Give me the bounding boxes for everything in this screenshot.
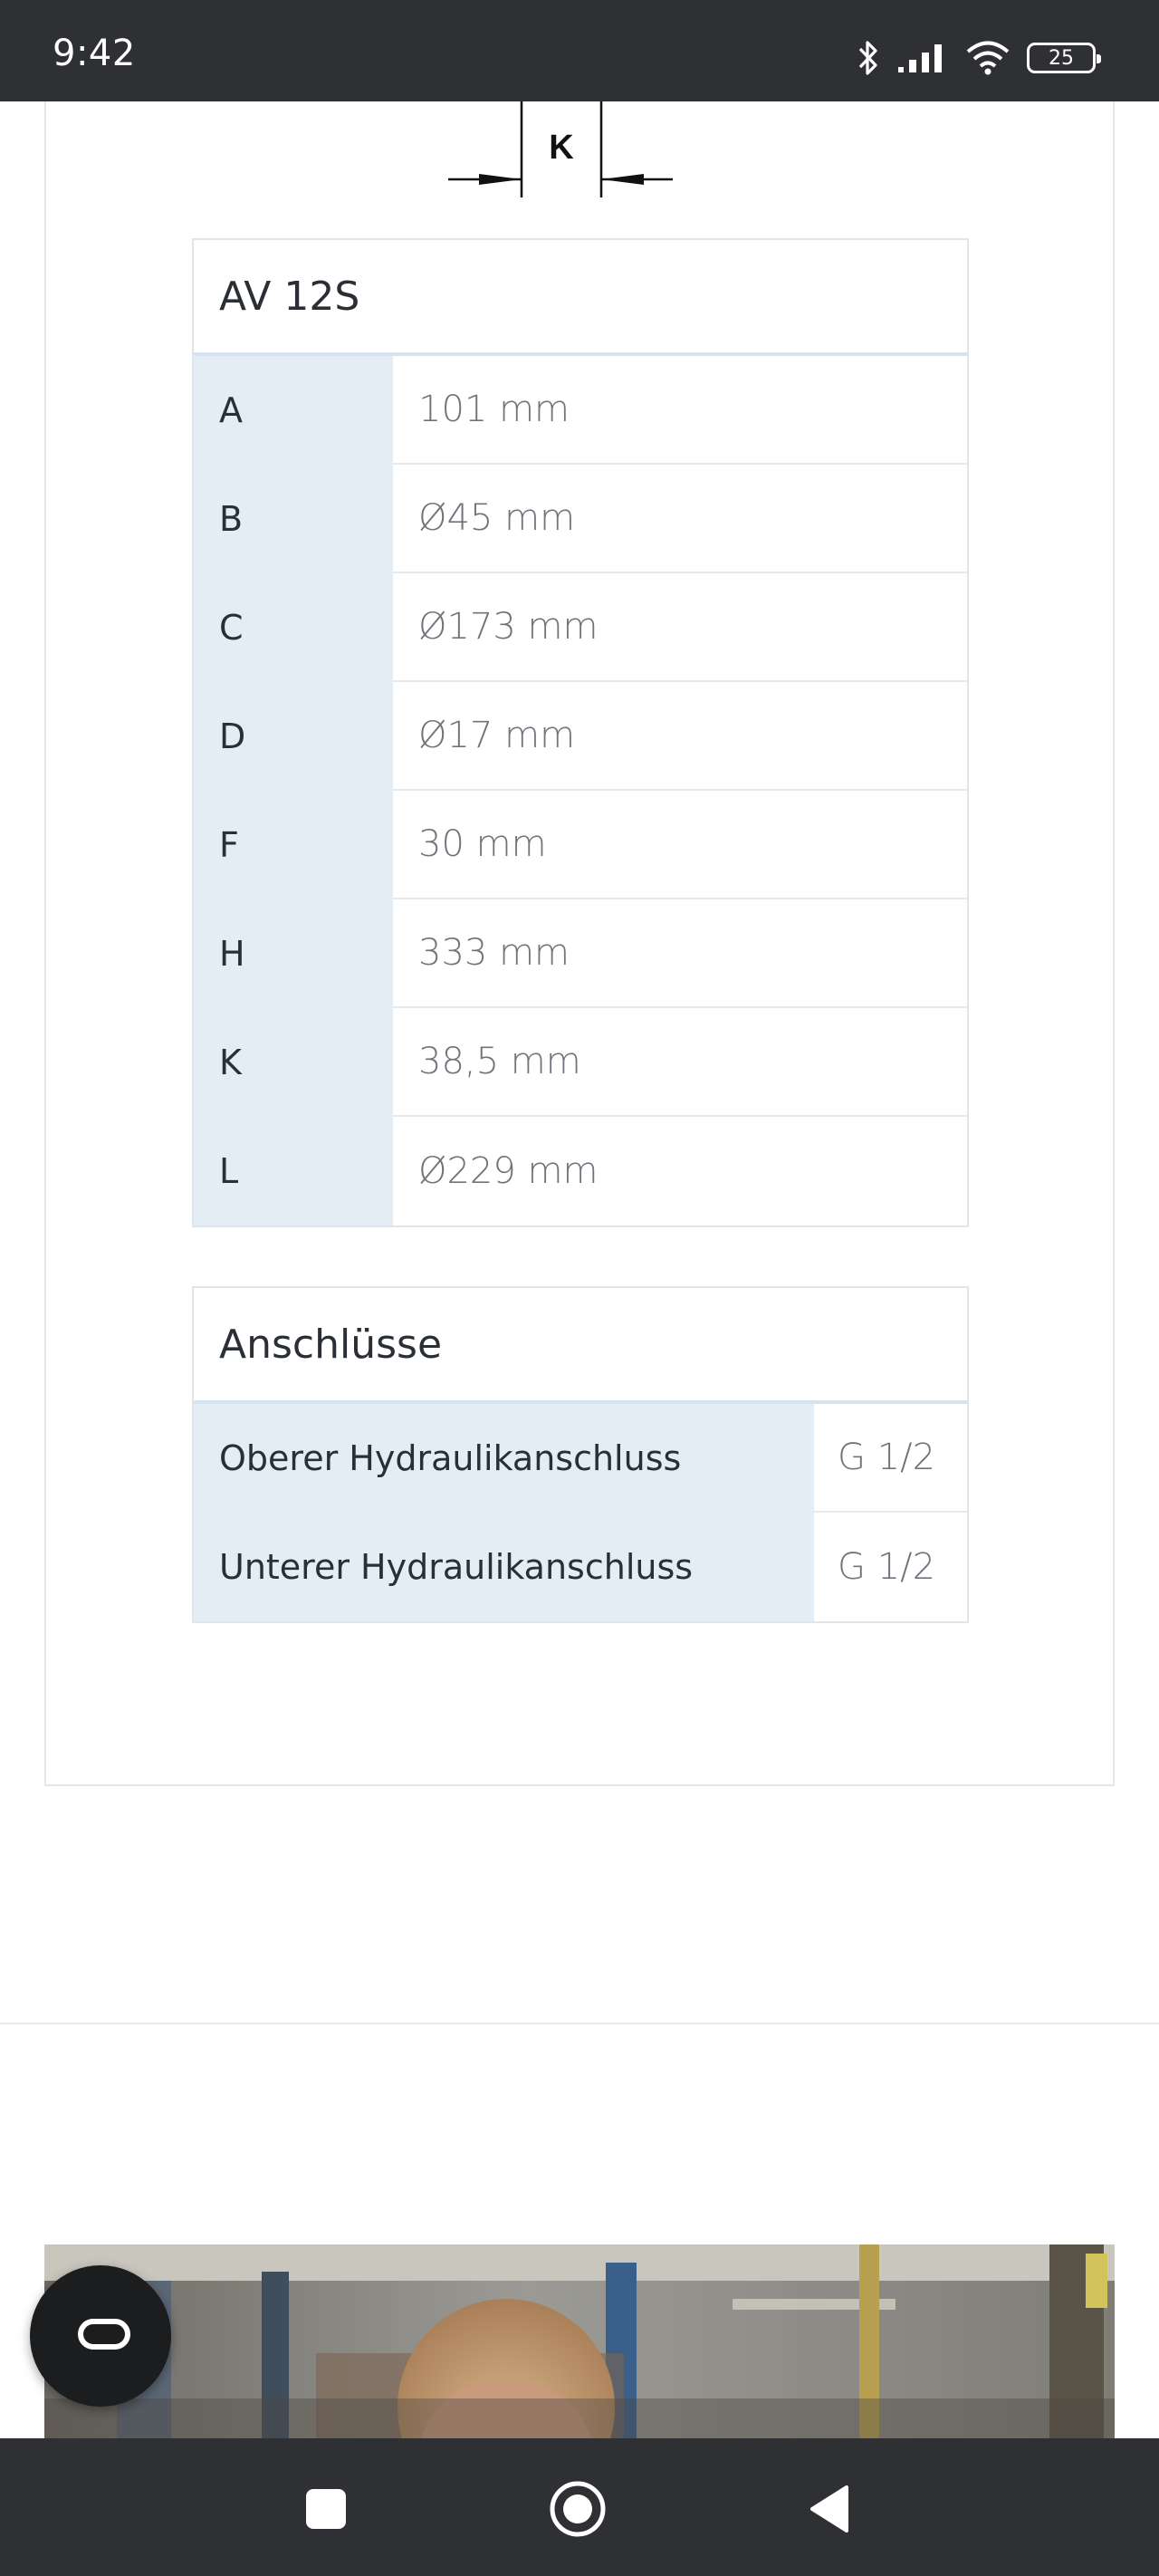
row-key: L: [194, 1117, 393, 1226]
table-row: [194, 465, 967, 573]
row-value: 38,5 mm: [393, 1008, 967, 1117]
row-value: Ø45 mm: [393, 465, 967, 573]
recent-apps-button[interactable]: [290, 2475, 362, 2547]
table-row: [194, 1008, 967, 1117]
row-key: D: [194, 682, 393, 791]
table-title: AV 12S: [194, 240, 967, 356]
wifi-icon: [965, 40, 1011, 76]
row-value: 101 mm: [393, 356, 967, 465]
navigation-bar: [0, 2438, 1159, 2576]
row-key: H: [194, 899, 393, 1008]
dimension-label: K: [549, 129, 574, 167]
row-value: 30 mm: [393, 791, 967, 899]
bluetooth-icon: [857, 39, 880, 77]
table-row: [194, 1513, 967, 1621]
table-title: Anschlüsse: [194, 1288, 967, 1404]
back-icon: [807, 2484, 852, 2538]
chat-button[interactable]: [30, 2265, 171, 2407]
dimension-diagram: [448, 101, 675, 197]
row-key: A: [194, 356, 393, 465]
spec-table-connections: [192, 1286, 969, 1623]
battery-icon: [1027, 43, 1096, 73]
back-button[interactable]: [793, 2475, 866, 2547]
chat-logo-icon: [64, 2314, 137, 2358]
table-row: [194, 573, 967, 682]
table-row: [194, 1404, 967, 1513]
spec-table-av: [192, 238, 969, 1227]
status-icons: [857, 33, 1096, 83]
home-button[interactable]: [541, 2475, 614, 2547]
product-photo: [44, 2244, 1115, 2438]
row-value: G 1/2: [838, 1546, 936, 1588]
table-row: [194, 356, 967, 465]
row-key: Unterer Hydraulikanschluss: [194, 1513, 814, 1621]
row-value: Ø229 mm: [418, 1150, 599, 1192]
status-bar: [0, 0, 1159, 101]
row-key: K: [194, 1008, 393, 1117]
recent-apps-icon: [304, 2487, 348, 2534]
table-row: [194, 899, 967, 1008]
home-icon: [548, 2479, 608, 2542]
row-key: B: [194, 465, 393, 573]
row-value: 333 mm: [393, 899, 967, 1008]
battery-level: 25: [1049, 46, 1074, 70]
row-key: Oberer Hydraulikanschluss: [194, 1404, 814, 1513]
row-key: C: [194, 573, 393, 682]
table-row: [194, 1117, 967, 1226]
section-divider: [0, 2023, 1159, 2024]
status-time: 9:42: [53, 33, 136, 74]
row-value: G 1/2: [814, 1404, 967, 1513]
row-value: Ø173 mm: [393, 573, 967, 682]
table-row: [194, 791, 967, 899]
table-row: [194, 682, 967, 791]
row-key: F: [194, 791, 393, 899]
row-value: Ø17 mm: [393, 682, 967, 791]
signal-icon: [896, 42, 949, 74]
